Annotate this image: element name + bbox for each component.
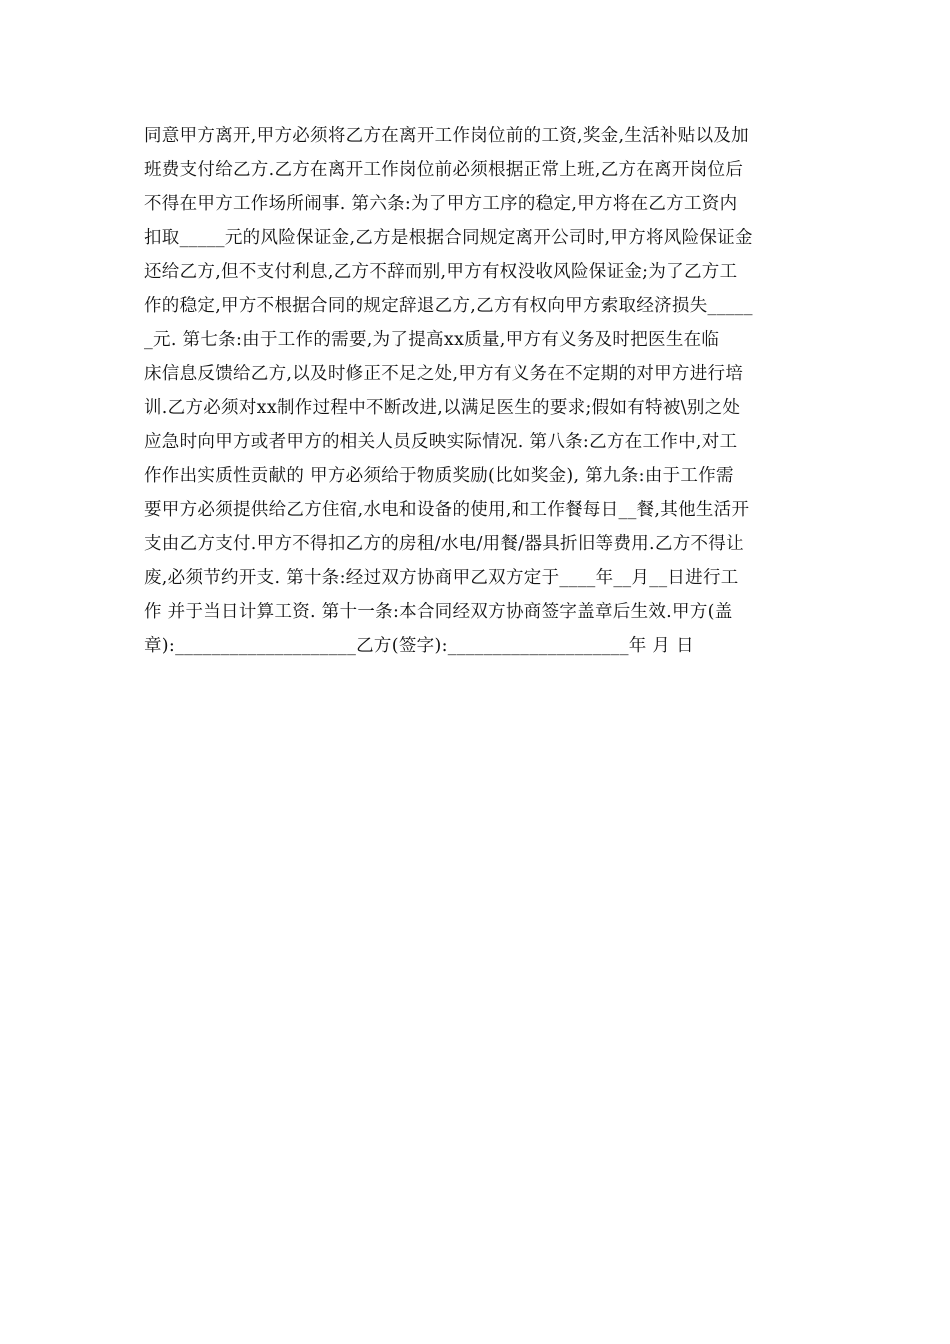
contract-body-text xyxy=(144,119,824,663)
text-line: 床信息反馈给乙方,以及时修正不足之处,甲方有义务在不定期的对甲方进行培 xyxy=(144,364,744,384)
text-line: 还给乙方,但不支付利息,乙方不辞而别,甲方有权没收风险保证金;为了乙方工 xyxy=(144,262,738,282)
text-line: 应急时向甲方或者甲方的相关人员反映实际情况. 第八条:乙方在工作中,对工 xyxy=(144,432,738,452)
text-line: 扣取_____元的风险保证金,乙方是根据合同规定离开公司时,甲方将风险保证金 xyxy=(144,228,753,248)
text-line: 不得在甲方工作场所闹事. 第六条:为了甲方工序的稳定,甲方将在乙方工资内 xyxy=(144,194,738,214)
text-line: 作的稳定,甲方不根据合同的规定辞退乙方,乙方有权向甲方索取经济损失_____ xyxy=(144,296,753,316)
text-line: 支由乙方支付.甲方不得扣乙方的房租/水电/用餐/器具折旧等费用.乙方不得让 xyxy=(144,534,744,554)
text-line: 作作出实质性贡献的 甲方必须给于物质奖励(比如奖金), 第九条:由于工作需 xyxy=(144,466,734,486)
text-line: 作 并于当日计算工资. 第十一条:本合同经双方协商签字盖章后生效.甲方(盖 xyxy=(144,602,733,622)
text-line: 同意甲方离开,甲方必须将乙方在离开工作岗位前的工资,奖金,生活补贴以及加 xyxy=(144,126,749,146)
text-line: 班费支付给乙方.乙方在离开工作岗位前必须根据正常上班,乙方在离开岗位后 xyxy=(144,160,744,180)
text-line: 要甲方必须提供给乙方住宿,水电和设备的使用,和工作餐每日__餐,其他生活开 xyxy=(144,500,750,520)
signature-line: 章):____________________乙方(签字):____________________年 月 日 xyxy=(144,636,694,656)
text-line: _元. 第七条:由于工作的需要,为了提高xx质量,甲方有义务及时把医生在临 xyxy=(144,330,720,350)
text-line: 废,必须节约开支. 第十条:经过双方协商甲乙双方定于____年__月__日进行工 xyxy=(144,568,739,588)
text-line: 训.乙方必须对xx制作过程中不断改进,以满足医生的要求;假如有特被\别之处 xyxy=(144,398,741,418)
